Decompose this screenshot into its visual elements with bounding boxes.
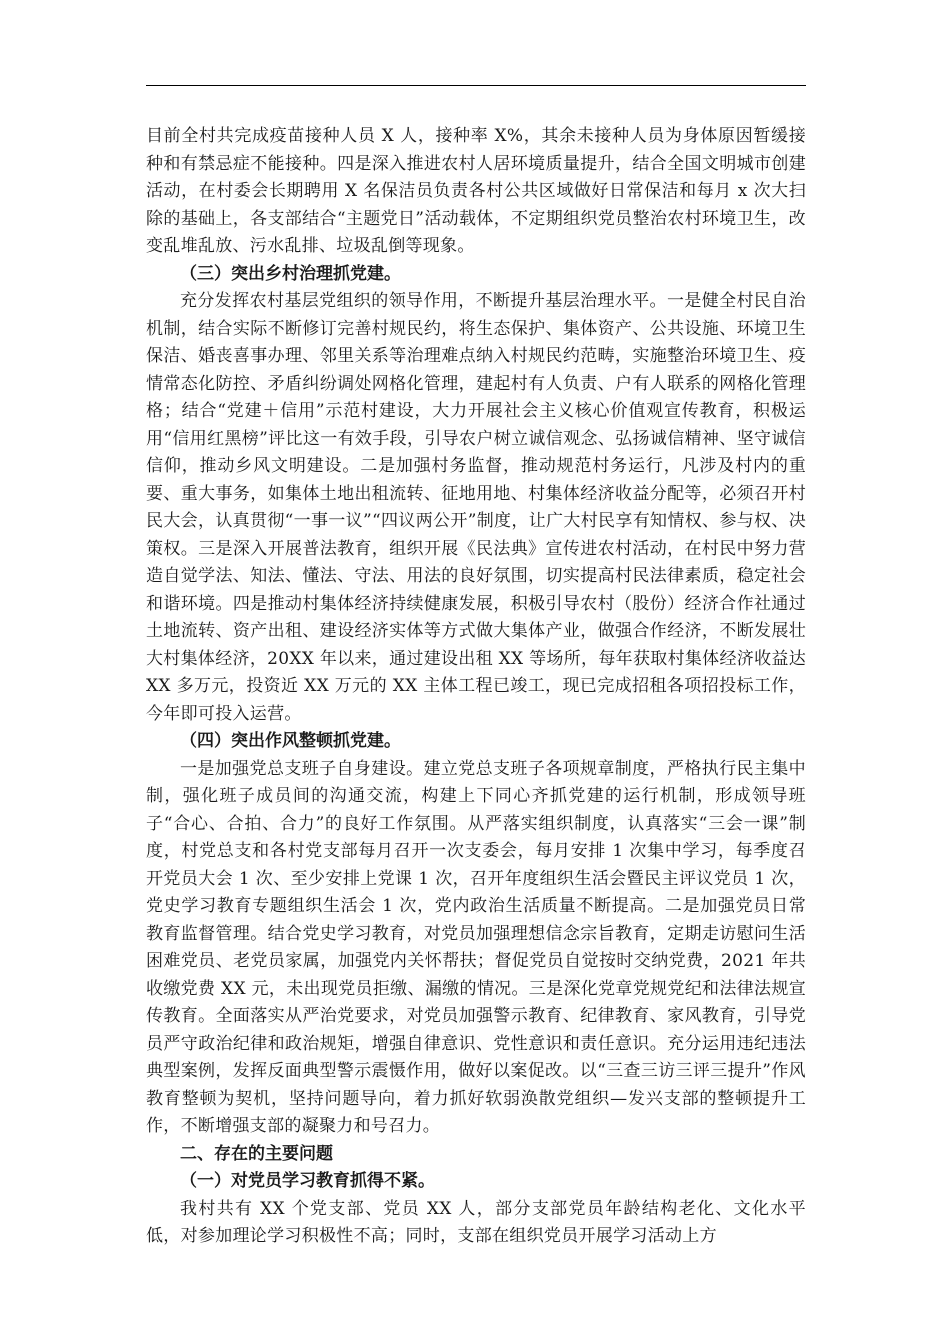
document-body: [146, 123, 806, 1251]
section-heading-work-style: （四）突出作风整顿抓党建。: [180, 731, 401, 751]
paragraph-study: 我村共有 XX 个党支部、党员 XX 人，部分支部党员年龄结构老化、文化水平低，对参加理论学习积极性不高；同时，支部在组织党员开展学习活动上方: [146, 1198, 806, 1246]
section-heading-governance: （三）突出乡村治理抓党建。: [180, 263, 401, 284]
header-rule: [146, 85, 806, 86]
chapter-heading-problems: 二、存在的主要问题: [180, 1143, 333, 1164]
paragraph-work-style: 一是加强党总支班子自身建设。建立党总支班子各项规章制度，严格执行民主集中制，强化班子成员间的沟通交流，构建上下同心齐抓党建的运行机制，形成领导班子“合心、合拍、合力”的良好工作氛围。从严落实组织制度，认真落实“三会一课”制度，村党总支和各村党支部每月召开一次支委会，每月安排 1 次集中学习，每季度召开党员大会 1 次、至少安排上党课 1 次，召开年度组织生活会暨民主评议党员 1 次，党史学习教育专题组织生活会 1 次，党内政治生活质量不断提高。二是加强党员日常教育监督管理。结合党史学习教育，对党员加强理想信念宗旨教育，定期走访慰问生活困难党员、老党员家属，加强党内关怀帮扶；督促党员自觉按时交纳党费，2021 年共收缴党费 XX 元，未出现党员拒缴、漏缴的情况。三是深化党章党规党纪和法律法规宣传教育。全面落实从严治党要求，对党员加强警示教育、纪律教育、家风教育，引导党员严守政治纪律和政治规矩，增强自律意识、党性意识和责任意识。充分运用违纪违法典型案例，发挥反面典型警示震慑作用，做好以案促改。以“三查三访三评三提升”作风教育整顿为契机，坚持问题导向，着力抓好软弱涣散党组织—发兴支部的整顿提升工作，不断增强支部的凝聚力和号召力。: [146, 758, 806, 1136]
section-heading-study: （一）对党员学习教育抓得不紧。: [180, 1171, 435, 1191]
paragraph-governance: 充分发挥农村基层党组织的领导作用，不断提升基层治理水平。一是健全村民自治机制，结合实际不断修订完善村规民约，将生态保护、集体资产、公共设施、环境卫生保洁、婚丧喜事办理、邻里关系等治理难点纳入村规民约范畴，实施整治环境卫生、疫情常态化防控、矛盾纠纷调处网格化管理，建起村有人负责、户有人联系的网格化管理格；结合“党建＋信用”示范村建设，大力开展社会主义核心价值观宣传教育，积极运用“信用红黑榜”评比这一有效手段，引导农户树立诚信观念、弘扬诚信精神、坚守诚信信仰，推动乡风文明建设。二是加强村务监督，推动规范村务运行，凡涉及村内的重要、重大事务，如集体土地出租流转、征地用地、村集体经济收益分配等，必须召开村民大会，认真贯彻“一事一议”“四议两公开”制度，让广大村民享有知情权、参与权、决策权。三是深入开展普法教育，组织开展《民法典》宣传进农村活动，在村民中努力营造自觉学法、知法、懂法、守法、用法的良好氛围，切实提高村民法律素质，稳定社会和谐环境。四是推动村集体经济持续健康发展，积极引导农村（股份）经济合作社通过土地流转、资产出租、建设经济实体等方式做大集体产业，做强合作经济，不断发展壮大村集体经济，20XX 年以来，通过建设出租 XX 等场所，每年获取村集体经济收益达 XX 多万元，投资近 XX 万元的 XX 主体工程已竣工，现已完成招租各项招投标工作，今年即可投入运营。: [146, 291, 806, 724]
paragraph-continuation: 目前全村共完成疫苗接种人员 X 人，接种率 X%，其余未接种人员为身体原因暂缓接种和有禁忌症不能接种。四是深入推进农村人居环境质量提升，结合全国文明城市创建活动，在村委会长期聘用 X 名保洁员负责各村公共区域做好日常保洁和每月 x 次大扫除的基础上，各支部结合“主题党日”活动载体，不定期组织党员整治农村环境卫生，改变乱堆乱放、污水乱排、垃圾乱倒等现象。: [146, 126, 806, 256]
